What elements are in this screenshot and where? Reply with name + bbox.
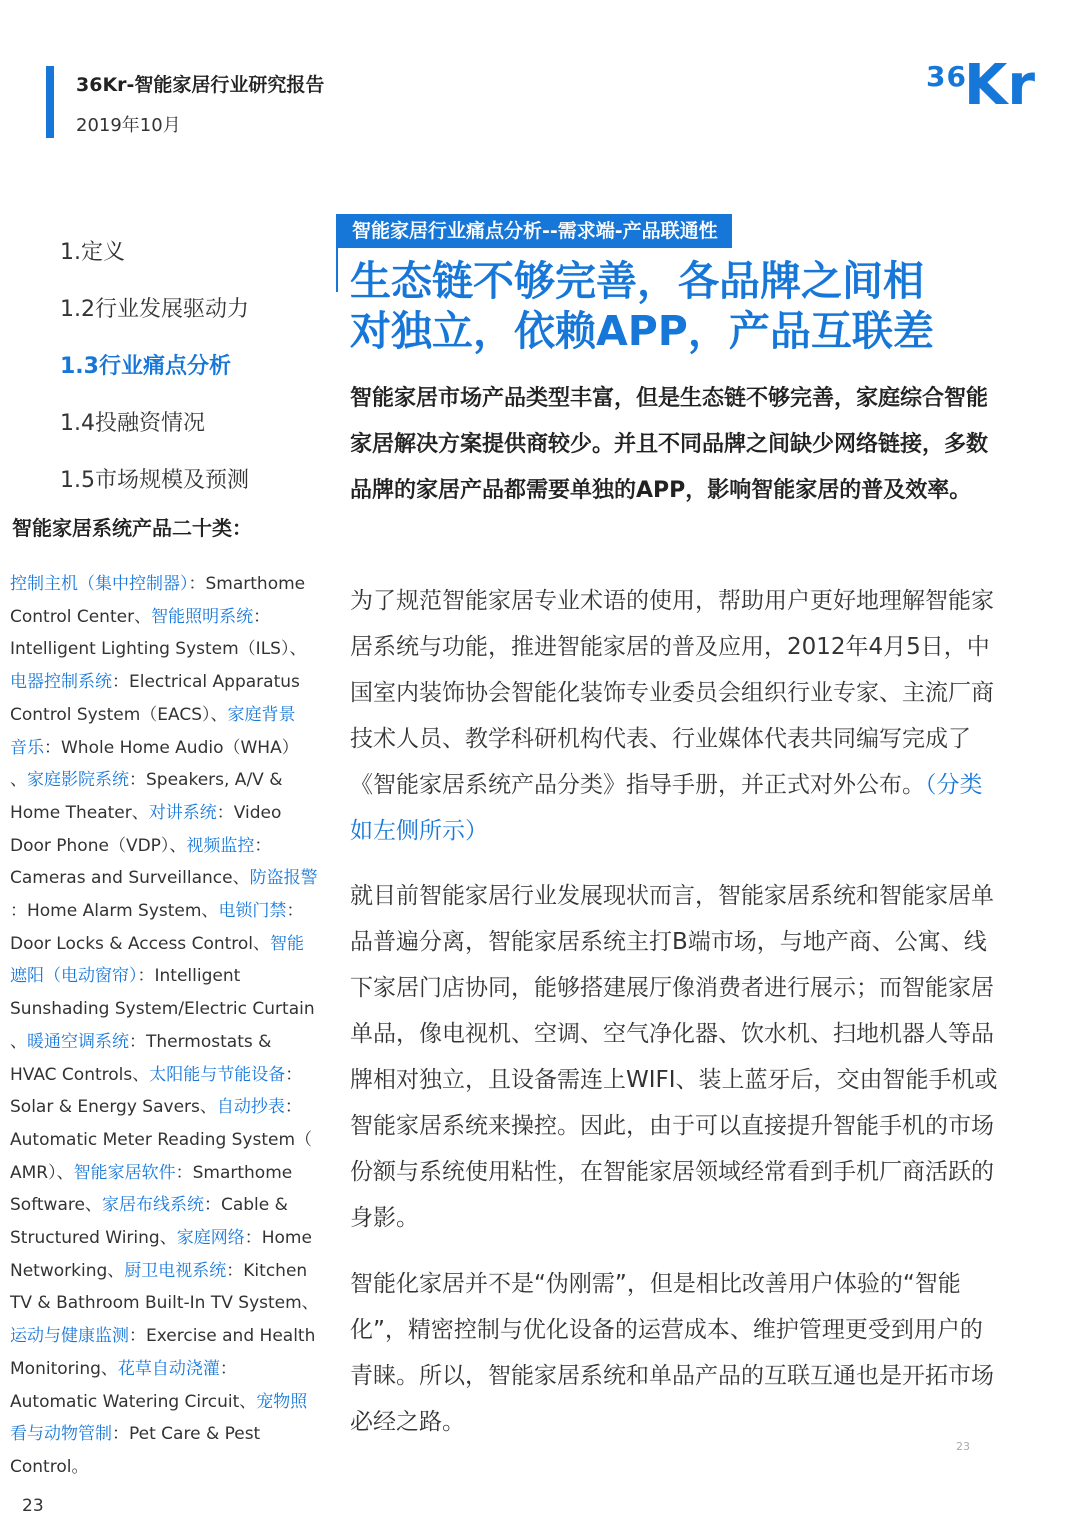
category-description: Cameras and Surveillance、 bbox=[10, 868, 250, 889]
nav-item-drivers[interactable]: 1.2行业发展驱动力 bbox=[60, 297, 249, 322]
category-description: AMR）、 bbox=[10, 1162, 74, 1183]
category-name: 厨卫电视系统 bbox=[124, 1260, 227, 1281]
report-title: 36Kr-智能家居行业研究报告 bbox=[76, 74, 325, 96]
category-line bbox=[10, 1222, 336, 1255]
category-line bbox=[10, 1059, 336, 1092]
logo-number: 36 bbox=[926, 60, 967, 93]
category-name: 电器控制系统 bbox=[10, 672, 112, 693]
nav-item-pain-points[interactable]: 1.3行业痛点分析 bbox=[60, 354, 231, 379]
category-description: Door Locks & Access Control、 bbox=[10, 933, 271, 954]
paragraph-conclusion: 智能化家居并不是“伪刚需”，但是相比改善用户体验的“智能化”，精密控制与优化设备的运营成本、维护管理更受到用户的青睐。所以，智能家居系统和单品产品的互联互通也是开拓市场必经之路。 bbox=[350, 1271, 994, 1435]
category-line bbox=[10, 1353, 336, 1386]
category-description: ： bbox=[219, 1358, 237, 1379]
category-description: Solar & Energy Savers、 bbox=[10, 1097, 217, 1118]
report-date: 2019年10月 bbox=[76, 115, 181, 136]
nav-item-financing[interactable]: 1.4投融资情况 bbox=[60, 411, 205, 436]
classification-reference-link[interactable]: （分类如左侧所示） bbox=[350, 772, 983, 844]
category-name: 自动抄表 bbox=[216, 1097, 285, 1118]
category-description: ：Home bbox=[244, 1228, 312, 1249]
category-description: 、 bbox=[10, 1031, 27, 1052]
category-name: 看与动物管制 bbox=[10, 1424, 112, 1445]
category-description: Control System（EACS）、 bbox=[10, 704, 228, 725]
category-line bbox=[10, 633, 336, 666]
category-description: ：Video bbox=[216, 802, 282, 823]
category-description: 、 bbox=[10, 770, 27, 791]
category-description: ： bbox=[286, 901, 304, 922]
36kr-logo bbox=[926, 53, 1038, 124]
category-line bbox=[10, 1026, 336, 1059]
page-headline bbox=[350, 256, 1010, 356]
category-description: ：Whole Home Audio（WHA） bbox=[44, 737, 299, 758]
category-name: 花草自动浇灌 bbox=[117, 1358, 220, 1379]
category-name: 宠物照 bbox=[256, 1391, 308, 1412]
category-line bbox=[10, 1386, 336, 1419]
category-description: ：Speakers, A/V & bbox=[129, 770, 283, 791]
category-name: 智能家居软件 bbox=[73, 1162, 176, 1183]
category-line bbox=[10, 666, 336, 699]
nav-item-definition[interactable]: 1.定义 bbox=[60, 240, 125, 265]
category-description: Control。 bbox=[10, 1456, 89, 1477]
category-description: Monitoring、 bbox=[10, 1358, 118, 1379]
category-name: 家居布线系统 bbox=[101, 1195, 204, 1216]
category-name: 智能 bbox=[270, 933, 305, 954]
category-description: ：Electrical Apparatus bbox=[112, 672, 300, 693]
category-line bbox=[10, 797, 336, 830]
category-line bbox=[10, 1124, 336, 1157]
category-description: Door Phone（VDP）、 bbox=[10, 835, 187, 856]
category-name: 遮阳（电动窗帘） bbox=[10, 966, 138, 987]
category-description: Control Center、 bbox=[10, 606, 152, 627]
category-name: 防盗报警 bbox=[249, 868, 318, 889]
category-description: ：Smarthome bbox=[188, 574, 306, 594]
category-line bbox=[10, 601, 336, 634]
category-description: Structured Wiring、 bbox=[10, 1228, 177, 1249]
paragraph-industry-status: 就目前智能家居行业发展现状而言，智能家居系统和智能家居单品普遍分离，智能家居系统主打B端市场，与地产商、公寓、线下家居门店协同，能够搭建展厅像消费者进行展示；而智能家居单品，像电视机、空调、空气净化器、饮水机、扫地机器人等品牌相对独立，且设备需连上WIFI、装上蓝牙后，交由智能手机或智能家居系统来操控。因此，由于可以直接提升智能手机的市场份额与系统使用粘性，在智能家居领域经常看到手机厂商活跃的身影。 bbox=[350, 883, 998, 1231]
category-name: 家庭影院系统 bbox=[27, 770, 129, 791]
category-line bbox=[10, 1418, 336, 1451]
category-description: ： bbox=[253, 606, 271, 627]
category-line bbox=[10, 1255, 336, 1288]
category-line bbox=[10, 1091, 336, 1124]
category-description: ：Thermostats & bbox=[129, 1031, 272, 1052]
category-line bbox=[10, 1451, 336, 1484]
category-description: Networking、 bbox=[10, 1260, 125, 1281]
category-description: Intelligent Lighting System（ILS）、 bbox=[10, 639, 307, 660]
category-name: 家庭背景 bbox=[227, 704, 296, 725]
category-line bbox=[10, 862, 336, 895]
category-description: ：Intelligent bbox=[137, 966, 241, 987]
category-line bbox=[10, 1189, 336, 1222]
category-name: 暖通空调系统 bbox=[27, 1031, 129, 1052]
nav-item-market-size[interactable]: 1.5市场规模及预测 bbox=[60, 468, 249, 493]
category-description: ：Pet Care & Pest bbox=[112, 1424, 261, 1445]
category-line bbox=[10, 830, 336, 863]
header-accent-bar bbox=[46, 66, 54, 138]
sidebar-heading: 智能家居系统产品二十类： bbox=[12, 516, 252, 540]
category-line bbox=[10, 1320, 336, 1353]
category-line bbox=[10, 960, 336, 993]
category-line bbox=[10, 568, 336, 601]
category-name: 对讲系统 bbox=[148, 802, 217, 823]
category-line bbox=[10, 732, 336, 765]
category-line bbox=[10, 1287, 336, 1320]
category-description: ：Smarthome bbox=[175, 1162, 293, 1183]
category-description: HVAC Controls、 bbox=[10, 1064, 150, 1085]
category-line bbox=[10, 993, 336, 1026]
product-category-list bbox=[10, 568, 336, 1484]
category-description: ：Kitchen bbox=[226, 1260, 308, 1281]
category-name: 音乐 bbox=[10, 737, 44, 758]
category-description: Sunshading System/Electric Curtain bbox=[10, 999, 315, 1020]
category-description: ： bbox=[285, 1064, 303, 1085]
category-description: ：Exercise and Health bbox=[129, 1326, 316, 1347]
category-line bbox=[10, 764, 336, 797]
section-tag: 智能家居行业痛点分析--需求端-产品联通性 bbox=[338, 214, 732, 248]
category-name: 太阳能与节能设备 bbox=[149, 1064, 286, 1085]
category-name: 智能照明系统 bbox=[151, 606, 254, 627]
category-description: Automatic Meter Reading System（ bbox=[10, 1129, 313, 1150]
section-nav bbox=[60, 235, 249, 520]
page-number: 23 bbox=[22, 1496, 44, 1516]
category-description: Home Theater、 bbox=[10, 802, 149, 823]
category-name: 电锁门禁 bbox=[218, 901, 287, 922]
headline-line-2: 对独立，依赖APP，产品互联差 bbox=[350, 307, 934, 355]
category-line bbox=[10, 1157, 336, 1190]
headline-line-1: 生态链不够完善，各品牌之间相 bbox=[350, 257, 924, 305]
category-description: Automatic Watering Circuit、 bbox=[10, 1391, 257, 1412]
category-line bbox=[10, 895, 336, 928]
category-name: 视频监控 bbox=[186, 835, 255, 856]
logo-letters: Kr bbox=[964, 53, 1036, 118]
category-description: TV & Bathroom Built-In TV System、 bbox=[10, 1293, 319, 1314]
page-number-watermark: 23 bbox=[956, 1440, 970, 1453]
category-name: 控制主机（集中控制器） bbox=[10, 574, 189, 594]
category-line bbox=[10, 928, 336, 961]
paragraph-classification-text: 为了规范智能家居专业术语的使用，帮助用户更好地理解智能家居系统与功能，推进智能家居的普及应用，2012年4月5日，中国室内装饰协会智能化装饰专业委员会组织行业专家、主流厂商技术人员、教学科研机构代表、行业媒体代表共同编写完成了《智能家居系统产品分类》指导手册，并正式对外公布。 bbox=[350, 588, 994, 798]
category-description: Software、 bbox=[10, 1195, 102, 1216]
category-description: ：Home Alarm System、 bbox=[10, 901, 219, 922]
category-name: 家庭网络 bbox=[176, 1228, 245, 1249]
category-description: ： bbox=[254, 835, 272, 856]
category-name: 运动与健康监测 bbox=[10, 1326, 129, 1347]
category-line bbox=[10, 699, 336, 732]
category-description: ：Cable & bbox=[203, 1195, 288, 1216]
intro-paragraph: 智能家居市场产品类型丰富，但是生态链不够完善，家庭综合智能家居解决方案提供商较少。并且不同品牌之间缺少网络链接，多数品牌的家居产品都需要单独的APP，影响智能家居的普及效率。 bbox=[350, 386, 989, 503]
paragraph-classification bbox=[350, 578, 1000, 854]
category-description: ： bbox=[284, 1097, 302, 1118]
